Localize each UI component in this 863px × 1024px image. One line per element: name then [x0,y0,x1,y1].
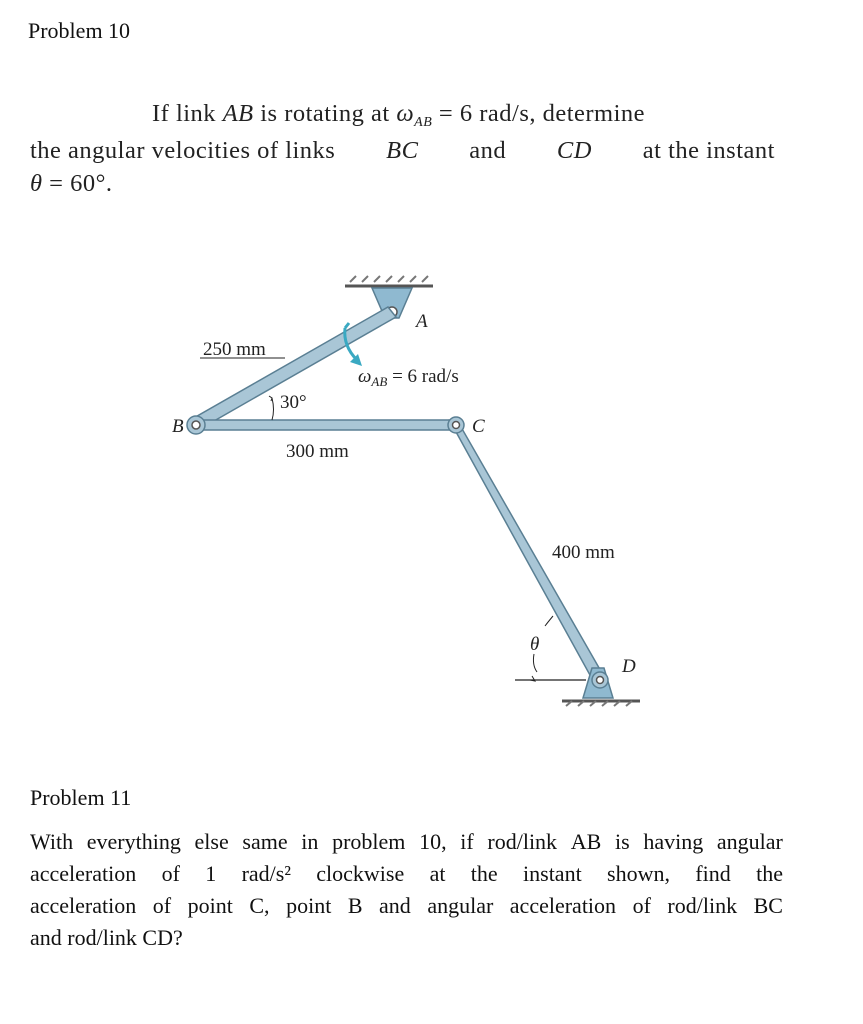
label-d: D [622,656,636,677]
problem-10-heading: Problem 10 [28,18,131,43]
label-omega-ab: $\omega_{AB} = 6$ rad/s [358,366,459,389]
statement-line-2: the angular velocities of links BC and CD at the instant [30,137,775,164]
label-a: A [416,311,428,332]
label-cd-length: 400 mm [552,542,615,563]
p11-line-1: With everything else same in problem 10, if rod/link AB is having angular [30,829,783,854]
link-bc [196,420,458,430]
statement-line-3: θ = 60°. [30,170,113,197]
problem-11-heading: Problem 11 [30,785,132,810]
label-theta: θ [530,634,540,655]
linkage-diagram [0,270,863,730]
label-ab-length: 250 mm [203,339,266,360]
angle-30-marker [269,396,274,420]
label-bc-length: 300 mm [286,441,349,462]
p11-line-2: acceleration of 1 rad/s² clockwise at the instant shown, find the [30,861,783,886]
problem-11-statement [30,826,783,954]
problem-10-statement [30,97,775,200]
pin-c [448,417,464,433]
label-angle-30: 30° [280,392,307,413]
p11-line-3: acceleration of point C, point B and angular acceleration of rod/link BC [30,893,783,918]
label-b: B [172,416,184,437]
pin-b [187,416,205,434]
statement-line-1: If link AB is rotating at $\omega_{AB} = 6$ rad/s, determine [152,100,646,130]
label-c: C [472,416,485,437]
p11-line-4: and rod/link CD? [30,925,183,950]
